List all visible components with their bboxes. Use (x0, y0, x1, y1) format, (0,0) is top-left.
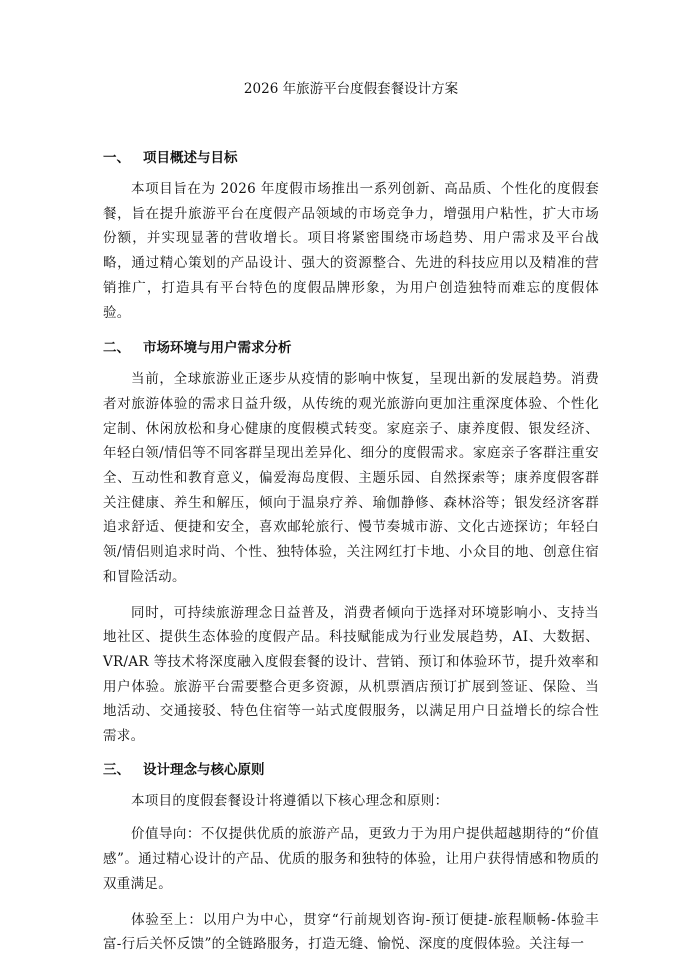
paragraph: 体验至上：以用户为中心，贯穿“行前规划咨询-预订便捷-旅程顺畅-体验丰富-行后关怀反馈”的全链路服务，打造无缝、愉悦、深度的度假体验。关注每一 (103, 911, 599, 953)
section-heading-overview (103, 149, 599, 167)
section-number: 三、 (103, 761, 130, 778)
section-number: 一、 (103, 150, 130, 166)
document-title: 2026 年旅游平台度假套餐设计方案 (243, 81, 459, 97)
paragraph: 本项目旨在为 2026 年度假市场推出一系列创新、高品质、个性化的度假套餐，旨在提升旅游平台在度假产品领域的市场竞争力，增强用户粘性，扩大市场份额，并实现显著的营收增长。项目将紧密围绕市场趋势、用户需求及平台战略，通过精心策划的产品设计、强大的资源整合、先进的科技应用以及精准的营销推广，打造具有平台特色的度假品牌形象，为用户创造独特而难忘的度假体验。 (103, 181, 599, 321)
section-title: 市场环境与用户需求分析 (143, 340, 292, 357)
section-number: 二、 (103, 340, 130, 357)
section-heading-principles (103, 761, 599, 779)
section-title: 设计理念与核心原则 (143, 761, 265, 778)
section-title: 项目概述与目标 (143, 150, 238, 166)
paragraph: 同时，可持续旅游理念日益普及，消费者倾向于选择对环境影响小、支持当地社区、提供生态体验的度假产品。科技赋能成为行业发展趋势，AI、大数据、VR/AR 等技术将深度融入度假套餐的设计、营销、预订和体验环节，提升效率和用户体验。旅游平台需要整合更多资源，从机票酒店预订扩展到签证、保险、当地活动、交通接驳、特色住宿等一站式度假服务，以满足用户日益增长的综合性需求。 (103, 604, 599, 745)
paragraph: 价值导向：不仅提供优质的旅游产品，更致力于为用户提供超越期待的“价值感”。通过精心设计的产品、优质的服务和独特的体验，让用户获得情感和物质的双重满足。 (103, 826, 599, 892)
paragraph: 当前，全球旅游业正逐步从疫情的影响中恢复，呈现出新的发展趋势。消费者对旅游体验的需求日益升级，从传统的观光旅游向更加注重深度体验、个性化定制、休闲放松和身心健康的度假模式转变。家庭亲子、康养度假、银发经济、年轻白领/情侣等不同客群呈现出差异化、细分的度假需求。家庭亲子客群注重安全、互动性和教育意义，偏爱海岛度假、主题乐园、自然探索等；康养度假客群关注健康、养生和解压，倾向于温泉疗养、瑜伽静修、森林浴等；银发经济客群追求舒适、便捷和安全，喜欢邮轮旅行、慢节奏城市游、文化古迹探访；年轻白领/情侣则追求时尚、个性、独特体验，关注网红打卡地、小众目的地、创意住宿和冒险活动。 (103, 371, 599, 585)
section-heading-market (103, 339, 599, 357)
paragraph: 本项目的度假套餐设计将遵循以下核心理念和原则： (131, 792, 449, 809)
